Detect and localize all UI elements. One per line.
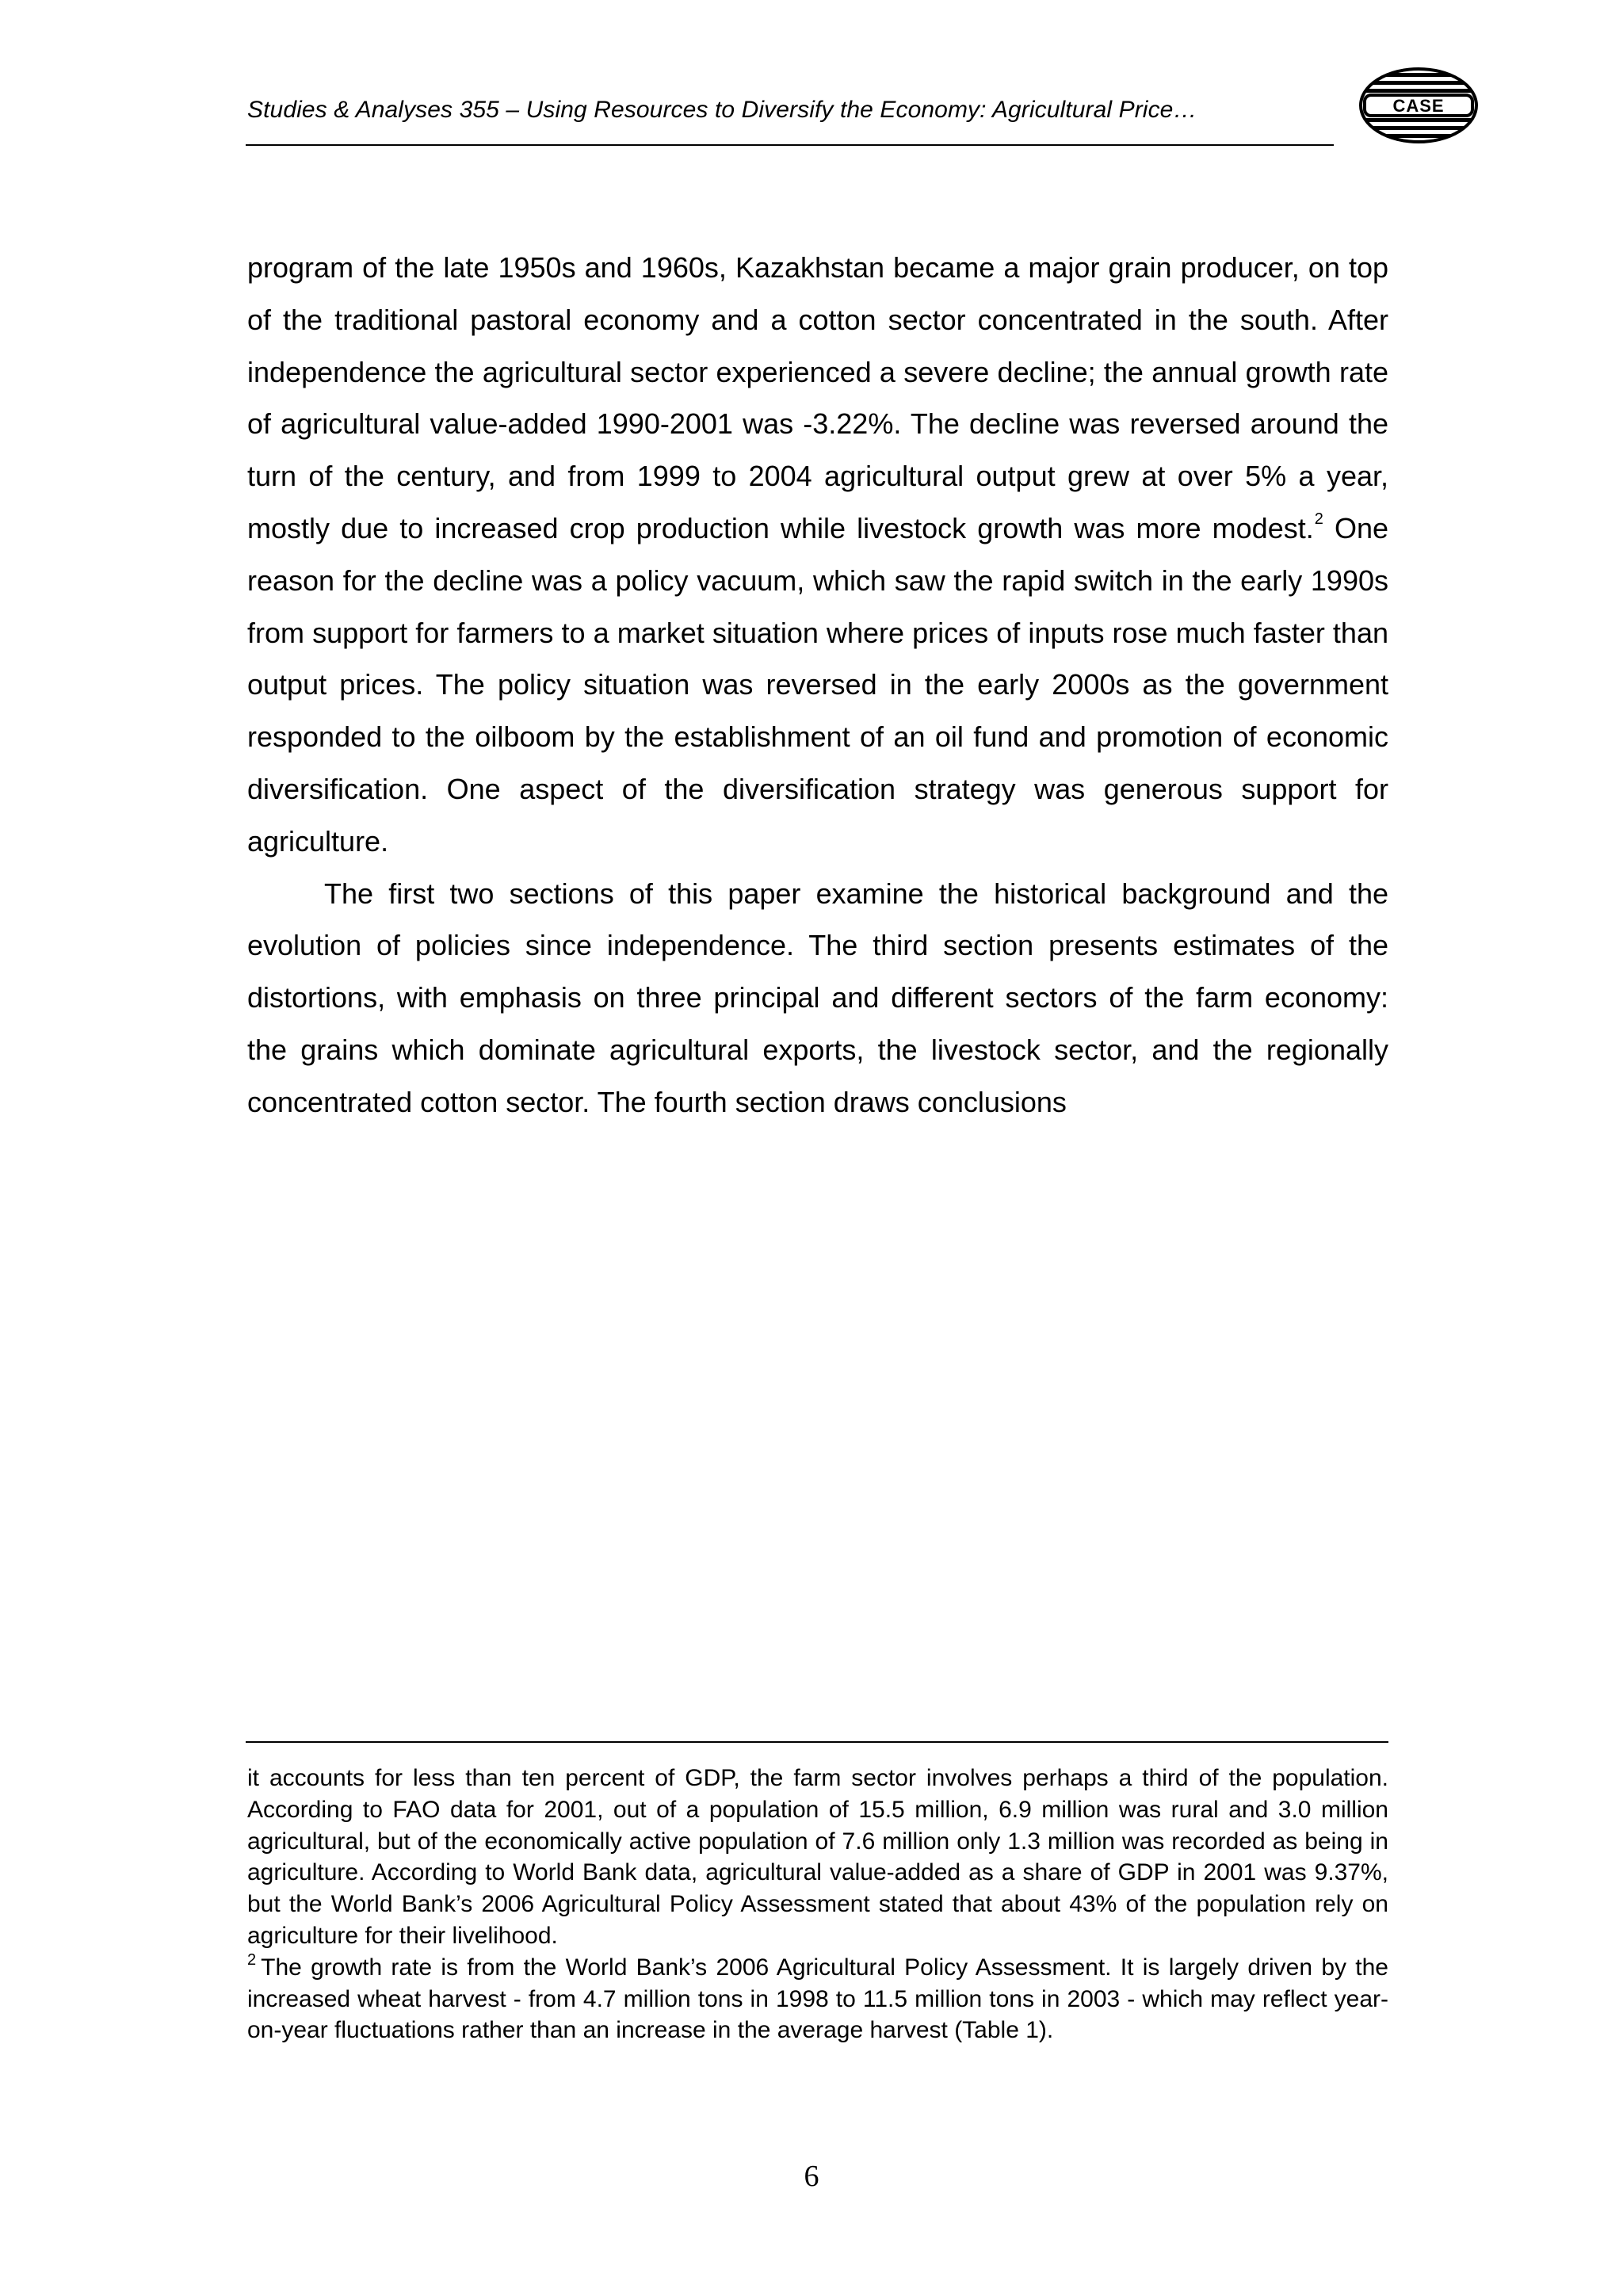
running-header-title: Studies & Analyses 355 – Using Resources to Diversify the Economy: Agricultural Price… — [247, 97, 1197, 123]
paragraph: The first two sections of this paper examine the historical background and the evolution of policies since independence. The third section presents estimates of the distortions, with emphasis on three principal and different sectors of the farm economy: the grains which dominate agricultural exports, the livestock sector, and the regionally concentrated cotton sector. The fourth section draws conclusions — [247, 877, 1388, 1118]
paragraph-text: program of the late 1950s and 1960s, Kazakhstan became a major grain producer, on top of the traditional pastoral economy and a cotton sector concentrated in the south. After independence the agricultural sector experienced a severe decline; the annual growth rate of agricultural value-added 1990-2001 was -3.22%. The decline was reversed around the turn of the century, and from 1999 to 2004 agricultural output grew at over 5% a year, mostly due to increased crop production while livestock growth was more modest. — [247, 251, 1388, 544]
paragraph-text: One reason for the decline was a policy vacuum, which saw the rapid switch in the early 1990s from support for farmers to a market situation where prices of inputs rose much faster than output prices. The policy situation was reversed in the early 2000s as the government responded to the oilboom by the establishment of an oil fund and promotion of economic diversification. One aspect of the diversification strategy was generous support for agriculture. — [247, 511, 1389, 858]
footnote — [247, 1952, 1388, 2046]
paragraph — [247, 242, 1388, 868]
footnote-reference: 2 — [1314, 510, 1323, 528]
footnotes — [247, 1763, 1388, 2046]
body-text — [247, 242, 1388, 1129]
footnote-separator — [246, 1741, 1388, 1743]
logo-text: CASE — [1392, 96, 1445, 116]
header-rule — [246, 144, 1334, 146]
footnote-text: The growth rate is from the World Bank’s 2006 Agricultural Policy Assessment. It is largely driven by the increased wheat harvest - from 4.7 million tons in 1998 to 11.5 million tons in 2003 - which may reflect year-on-year fluctuations rather than an increase in the average harvest (Table 1). — [247, 1954, 1388, 2044]
case-logo — [1358, 67, 1479, 144]
footnote-continued: it accounts for less than ten percent of GDP, the farm sector involves perhaps a third of the population. According to FAO data for 2001, out of a population of 15.5 million, 6.9 million was rural and 3.0 million agricultural, but of the economically active population of 7.6 million only 1.3 million was recorded as being in agriculture. According to World Bank data, agricultural value-added as a share of GDP in 2001 was 9.37%, but the World Bank’s 2006 Agricultural Policy Assessment stated that about 43% of the population rely on agriculture for their livelihood. — [247, 1765, 1388, 1949]
footnote-number: 2 — [247, 1950, 257, 1969]
page-number: 6 — [804, 2160, 819, 2193]
